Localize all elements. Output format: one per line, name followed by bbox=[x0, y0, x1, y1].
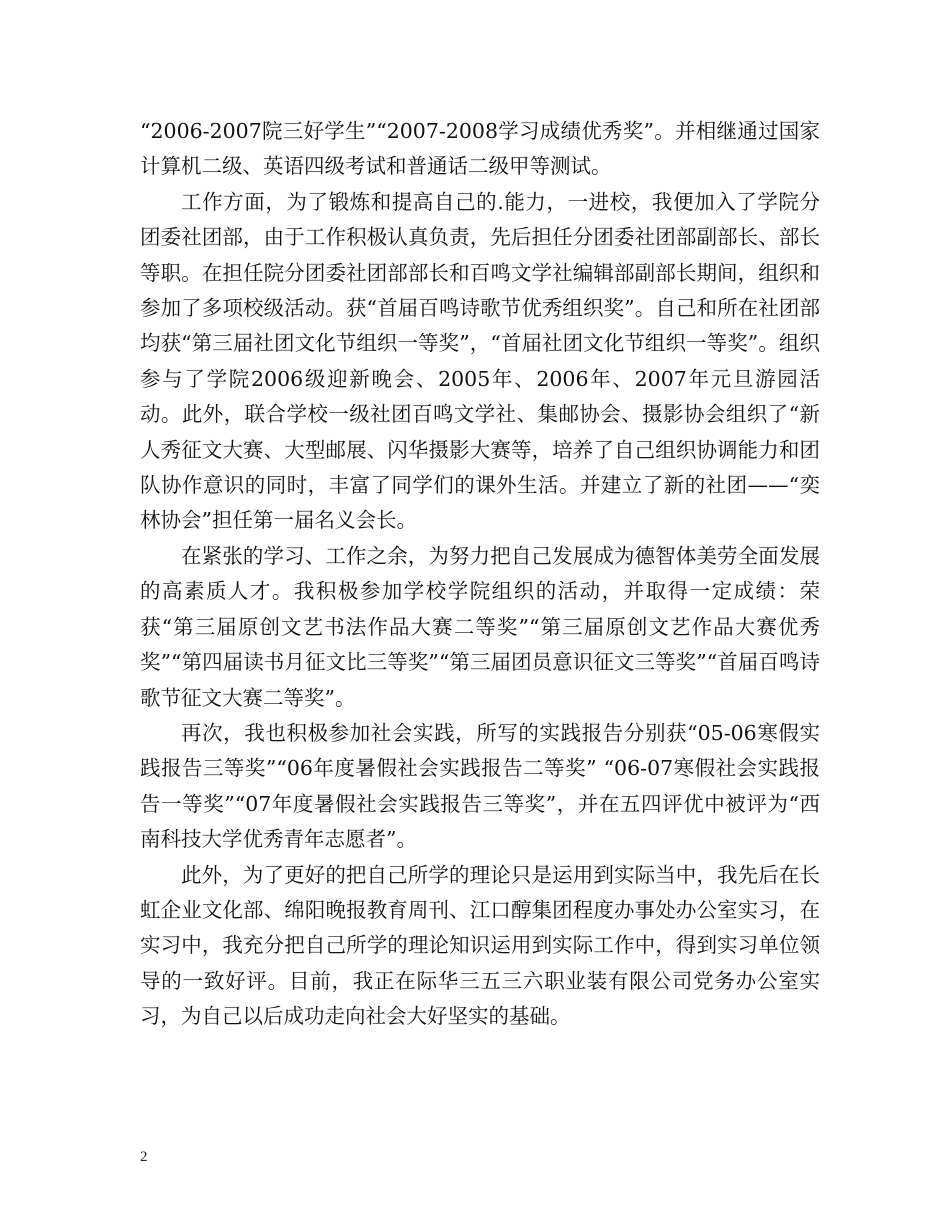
page-number: 2 bbox=[140, 1149, 148, 1165]
paragraph-awards-continued: “2006-2007院三好学生”“2007-2008学习成绩优秀奖”。并相继通过国家计算机二级、英语四级考试和普通话二级甲等测试。 bbox=[140, 119, 820, 179]
paragraph-activities: 在紧张的学习、工作之余，为努力把自己发展成为德智体美劳全面发展的高素质人才。我积极参加学校学院组织的活动，并取得一定成绩：荣获“第三届原创文艺书法作品大赛二等奖”“第三届原创文艺作品大赛优秀奖”“第四届读书月征文比三等奖”“第三届团员意识征文三等奖”“首届百鸣诗歌节征文大赛二等奖”。 bbox=[140, 543, 820, 710]
paragraph-internship: 此外，为了更好的把自己所学的理论只是运用到实际当中，我先后在长虹企业文化部、绵阳晚报教育周刊、江口醇集团程度办事处办公室实习，在实习中，我充分把自己所学的理论知识运用到实际工作中，得到实习单位领导的一致好评。目前，我正在际华三五三六职业装有限公司党务办公室实习，为自己以后成功走向社会大好坚实的基础。 bbox=[140, 862, 820, 1029]
paragraph-work: 工作方面，为了锻炼和提高自己的.能力，一进校，我便加入了学院分团委社团部，由于工作积极认真负责，先后担任分团委社团部副部长、部长等职。在担任院分团委社团部部长和百鸣文学社编辑部副部长期间，组织和参加了多项校级活动。获“首届百鸣诗歌节优秀组织奖”。自己和所在社团部均获“第三届社团文化节组织一等奖”，“首届社团文化节组织一等奖”。组织参与了学院2006级迎新晚会、2005年、2006年、2007年元旦游园活动。此外，联合学校一级社团百鸣文学社、集邮协会、摄影协会组织了“新人秀征文大赛、大型邮展、闪华摄影大赛等，培养了自己组织协调能力和团队协作意识的同时，丰富了同学们的课外生活。并建立了新的社团——“奕林协会”担任第一届名义会长。 bbox=[140, 189, 820, 533]
paragraph-social-practice: 再次，我也积极参加社会实践，所写的实践报告分别获“05-06寒假实践报告三等奖”“06年度暑假社会实践报告二等奖” “06-07寒假社会实践报告一等奖”“07年度暑假社会实践报告三等奖”，并在五四评优中被评为“西南科技大学优秀青年志愿者”。 bbox=[140, 720, 820, 852]
document-body bbox=[140, 114, 820, 1035]
